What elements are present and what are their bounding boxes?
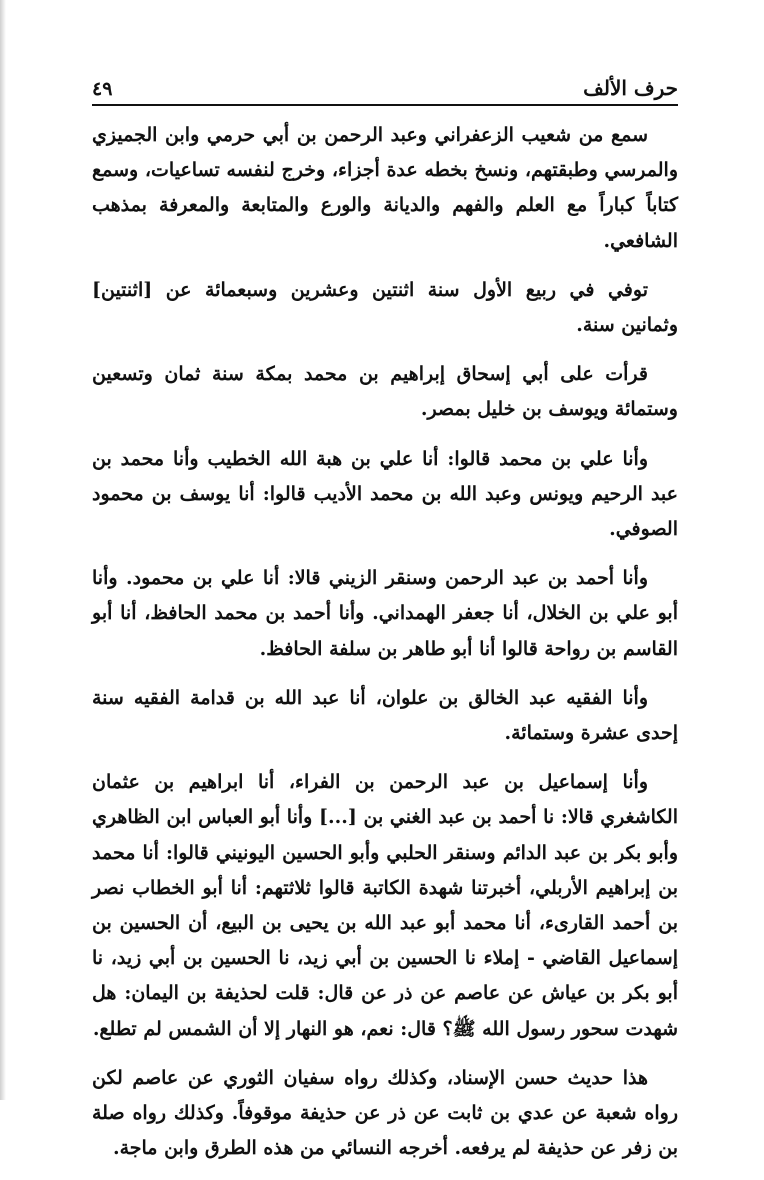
- paragraph: هذا حديث حسن الإسناد، وكذلك رواه سفيان الثوري عن عاصم لكن رواه شعبة عن عدي بن ثابت عن ذر عن حذيفة موقوفاً. وكذلك رواه صلة بن زفر عن حذيفة لم يرفعه. أخرجه النسائي من هذه الطرق وابن ماجة.: [92, 1066, 678, 1160]
- running-title: حرف الألف: [583, 76, 678, 100]
- page-body: [92, 118, 678, 1180]
- paragraph: وأنا أحمد بن عبد الرحمن وسنقر الزيني قالا: أنا علي بن محمود. وأنا أبو علي بن الخلال، أنا جعفر الهمداني. وأنا أحمد بن محمد الحافظ، أنا أبو القاسم بن رواحة قالوا أنا أبو طاهر بن سلفة الحافظ.: [92, 567, 678, 660]
- header-rule: [92, 104, 678, 106]
- paragraph: وأنا علي بن محمد قالوا: أنا علي بن هبة الله الخطيب وأنا محمد بن عبد الرحيم ويونس وعبد الله بن محمد الأديب قالوا: أنا يوسف بن محمود الصوفي.: [92, 447, 678, 541]
- paragraph: قرأت على أبي إسحاق إبراهيم بن محمد بمكة سنة ثمان وتسعين وستمائة ويوسف بن خليل بمصر.: [92, 363, 678, 421]
- paragraph: وأنا إسماعيل بن عبد الرحمن بن الفراء، أنا ابراهيم بن عثمان الكاشغري قالا: نا أحمد بن عبد الغني بن [...] وأنا أبو العباس ابن الظاهري وأبو بكر بن عبد الدائم وسنقر الحلبي وأبو الحسين اليونيني قالوا: أنا محمد بن إبراهيم الأربلي، أخبرتنا شهدة الكاتبة قالوا ثلاثتهم: أنا أبو الخطاب نصر بن أحمد القارىء، أنا محمد أبو عبد الله بن يحيى بن البيع، أن الحسين بن إسماعيل القاضي - إملاء نا الحسين بن أبي زيد، نا الحسين بن أبي زيد، نا أبو بكر بن عياش عن عاصم عن ذر عن قال: قلت لحذيفة بن اليمان: هل شهدت سحور رسول الله ﷺ؟ قال: نعم، هو النهار إلا أن الشمس لم تطلع.: [92, 771, 678, 1040]
- scan-edge: [0, 0, 6, 1100]
- paragraph: سمع من شعيب الزعفراني وعبد الرحمن بن أبي حرمي وابن الجميزي والمرسي وطبقتهم، ونسخ بخطه عدة أجزاء، وخرج لنفسه تساعيات، وسمع كتاباً كباراً مع العلم والفهم والديانة والورع والمتابعة والمعرفة بمذهب الشافعي.: [92, 124, 678, 252]
- paragraph: توفي في ربيع الأول سنة اثنتين وعشرين وسبعمائة عن [اثنتين] وثمانين سنة.: [92, 278, 678, 337]
- paragraph: وأنا الفقيه عبد الخالق بن علوان، أنا عبد الله بن قدامة الفقيه سنة إحدى عشرة وستمائة.: [92, 686, 678, 745]
- page-header: [92, 68, 678, 108]
- page-number: ٤٩: [92, 78, 113, 100]
